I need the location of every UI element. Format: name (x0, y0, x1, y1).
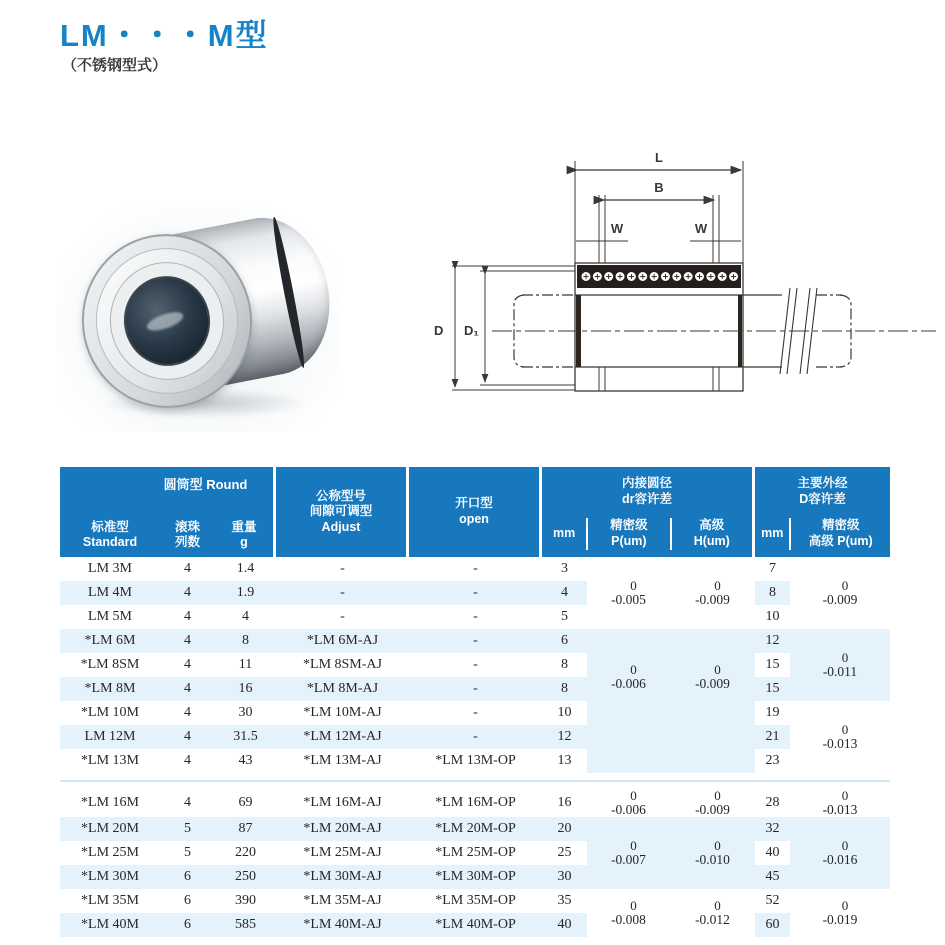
cell-open: - (409, 677, 542, 701)
cell-dr-mm: 30 (542, 865, 587, 889)
page-title: LM・・・M型 (60, 18, 269, 53)
tolerance-cell: 0 -0.016 (790, 817, 890, 889)
cell-dr-mm: 20 (542, 817, 587, 841)
cell-model: *LM 8SM (80, 657, 140, 672)
table-row (60, 653, 890, 677)
cell-open: - (473, 705, 478, 720)
header-adjust: 公称型号 间隙可调型 Adjust (276, 467, 406, 557)
tolerance-cell: 0 -0.013 (790, 789, 890, 817)
cell-open: *LM 25M-OP (435, 844, 516, 860)
cell-weight: 220 (235, 844, 256, 860)
tolerance-cell: 0 -0.009 (670, 789, 755, 817)
tolerance-cell: 0 -0.009 (790, 557, 890, 629)
header-d-precision: 精密级 高级 P(um) (789, 518, 890, 549)
tolerance-cell: 0 -0.009 (670, 629, 755, 725)
header-standard: 标准型 Standard (82, 519, 138, 550)
cell-dr-mm: 40 (542, 913, 587, 937)
tolerance-cell: 0 -0.009 (670, 557, 755, 629)
cell-model: *LM 10M (81, 705, 139, 720)
cell-weight: 43 (238, 753, 253, 768)
retaining-ring (270, 216, 308, 369)
cell-dr-mm: 6 (542, 629, 587, 653)
dim-label-D1: D₁ (464, 323, 479, 338)
cell-adjust: *LM 13M-AJ (303, 753, 382, 768)
cell-open: *LM 13M-OP (435, 753, 516, 768)
dim-label-W-right: W (694, 221, 708, 236)
tolerance-cell (670, 725, 755, 773)
cell-adjust: *LM 16M-AJ (303, 794, 382, 810)
cell-open: - (409, 725, 542, 749)
cell-dr-mm: 8 (542, 677, 587, 701)
cell-model: *LM 6M (60, 629, 160, 653)
table-row (60, 841, 890, 865)
cell-d-mm: 15 (755, 677, 790, 701)
cell-weight: 250 (215, 865, 276, 889)
tolerance-cell: 0 -0.011 (790, 629, 890, 701)
header-weight: 重量 g (231, 519, 257, 550)
cell-ball-rows: 4 (184, 609, 191, 624)
header-block-dr (542, 467, 752, 557)
tolerance-cell: 0 -0.005 (587, 557, 670, 629)
cell-weight: 1.9 (215, 581, 276, 605)
header-block-round (60, 467, 273, 557)
cell-model: *LM 20M (60, 817, 160, 841)
cell-adjust: *LM 40M-AJ (276, 913, 409, 937)
cell-dr-mm: 5 (561, 609, 568, 624)
cell-weight: 31.5 (215, 725, 276, 749)
header-d-mm: mm (761, 526, 784, 541)
cell-ball-rows: 4 (160, 581, 215, 605)
cell-weight: 69 (238, 794, 253, 810)
tolerance-cell: 0 -0.019 (790, 889, 890, 937)
cell-ball-rows: 4 (160, 629, 215, 653)
table-row (60, 865, 890, 889)
cell-d-mm: 23 (765, 753, 780, 768)
cell-ball-rows: 5 (160, 817, 215, 841)
cell-d-mm: 52 (765, 892, 780, 908)
cell-weight: 8 (215, 629, 276, 653)
cell-model: *LM 8M (60, 677, 160, 701)
cell-open: - (473, 561, 478, 576)
table-row (60, 749, 890, 773)
dim-label-B: B (654, 180, 664, 195)
cell-adjust: *LM 8M-AJ (276, 677, 409, 701)
cell-model: *LM 16M (81, 794, 139, 810)
cell-open: - (409, 581, 542, 605)
header-round-group: 圆筒型 Round (163, 477, 248, 492)
cell-ball-rows: 6 (160, 913, 215, 937)
cell-model: *LM 25M (81, 844, 139, 860)
cell-dr-mm: 35 (557, 892, 572, 908)
tolerance-cell: 0 -0.006 (587, 789, 670, 817)
cell-adjust: *LM 30M-AJ (276, 865, 409, 889)
spec-table (60, 467, 890, 937)
cell-d-mm: 12 (755, 629, 790, 653)
cell-open: *LM 16M-OP (435, 794, 516, 810)
cell-adjust: - (340, 609, 345, 624)
cell-open: *LM 40M-OP (409, 913, 542, 937)
cell-weight: 87 (215, 817, 276, 841)
table-body (60, 557, 890, 937)
cell-ball-rows: 4 (184, 705, 191, 720)
table-row (60, 725, 890, 749)
header-ball-rows: 滚珠 列数 (174, 519, 200, 550)
header-dr-precision: 精密级 P(um) (586, 518, 669, 549)
cell-dr-mm: 12 (542, 725, 587, 749)
cell-dr-mm: 13 (557, 753, 572, 768)
table-row (60, 605, 890, 629)
cell-open: *LM 30M-OP (409, 865, 542, 889)
header-d-group: 主要外经 D容许差 (797, 476, 848, 506)
cell-dr-mm: 4 (542, 581, 587, 605)
cell-model: LM 4M (60, 581, 160, 605)
header-block-d (755, 467, 890, 557)
table-row (60, 701, 890, 725)
cell-d-mm: 21 (755, 725, 790, 749)
cell-adjust: *LM 6M-AJ (276, 629, 409, 653)
cell-d-mm: 60 (755, 913, 790, 937)
table-row (60, 581, 890, 605)
header-dr-mm: mm (552, 526, 576, 541)
cell-d-mm: 8 (755, 581, 790, 605)
cell-ball-rows: 4 (184, 753, 191, 768)
cell-open: *LM 35M-OP (435, 892, 516, 908)
cell-dr-mm: 25 (557, 844, 572, 860)
tolerance-cell: 0 -0.012 (670, 889, 755, 937)
table-row (60, 557, 890, 581)
cell-model: *LM 35M (81, 892, 139, 908)
cell-adjust: *LM 20M-AJ (276, 817, 409, 841)
cell-ball-rows: 4 (184, 794, 191, 810)
cell-ball-rows: 4 (160, 677, 215, 701)
tolerance-cell: 0 -0.006 (587, 629, 670, 725)
cell-weight: 4 (242, 609, 249, 624)
table-row (60, 629, 890, 653)
cell-dr-mm: 10 (557, 705, 572, 720)
cell-model: LM 12M (60, 725, 160, 749)
header-dr-group: 内接圆径 dr容许差 (621, 476, 672, 506)
table-row (60, 677, 890, 701)
cell-model: LM 3M (88, 561, 132, 576)
cell-d-mm: 15 (765, 657, 780, 672)
cell-weight: 11 (238, 657, 253, 672)
technical-drawing (428, 145, 945, 435)
cell-open: - (409, 629, 542, 653)
table-row (60, 817, 890, 841)
cell-weight: 30 (238, 705, 253, 720)
cell-adjust: *LM 8SM-AJ (303, 657, 382, 672)
tolerance-cell: 0 -0.007 (587, 817, 670, 889)
table-row (60, 889, 890, 913)
table-header (60, 467, 890, 557)
cell-adjust: - (276, 581, 409, 605)
tolerance-cell (587, 725, 670, 773)
cell-model: *LM 40M (60, 913, 160, 937)
cell-open: - (473, 657, 478, 672)
cell-ball-rows: 6 (184, 892, 191, 908)
cell-ball-rows: 4 (184, 561, 191, 576)
cell-d-mm: 40 (765, 844, 780, 860)
dim-label-D: D (434, 323, 444, 338)
cell-weight: 585 (215, 913, 276, 937)
header-dr-high: 高级 H(um) (670, 518, 752, 549)
dim-label-W-left: W (610, 221, 624, 236)
cell-adjust: - (340, 561, 345, 576)
section-gap (60, 773, 890, 789)
cell-ball-rows: 6 (160, 865, 215, 889)
cell-model: *LM 13M (81, 753, 139, 768)
cell-adjust: *LM 25M-AJ (303, 844, 382, 860)
tolerance-cell: 0 -0.008 (587, 889, 670, 937)
cell-weight: 390 (235, 892, 256, 908)
cell-ball-rows: 4 (184, 657, 191, 672)
cell-ball-rows: 4 (160, 725, 215, 749)
cell-d-mm: 28 (765, 794, 780, 810)
table-row (60, 789, 890, 817)
cell-weight: 1.4 (236, 561, 255, 576)
product-photo (56, 206, 342, 432)
cell-d-mm: 10 (765, 609, 780, 624)
page-subtitle: （不锈钢型式） (62, 57, 168, 74)
cell-d-mm: 19 (765, 705, 780, 720)
cell-adjust: *LM 12M-AJ (276, 725, 409, 749)
cell-d-mm: 32 (755, 817, 790, 841)
spec-table-section (60, 789, 890, 937)
tolerance-cell: 0 -0.013 (790, 701, 890, 773)
cell-d-mm: 7 (769, 561, 776, 576)
spec-table-section (60, 557, 890, 773)
cell-weight: 16 (215, 677, 276, 701)
cell-adjust: *LM 35M-AJ (303, 892, 382, 908)
cell-dr-mm: 8 (561, 657, 568, 672)
tolerance-cell: 0 -0.010 (670, 817, 755, 889)
dim-label-L: L (655, 150, 663, 165)
bearing-glint (145, 309, 185, 334)
cell-ball-rows: 5 (184, 844, 191, 860)
cell-dr-mm: 3 (561, 561, 568, 576)
table-row (60, 913, 890, 937)
cell-model: *LM 30M (60, 865, 160, 889)
header-open: 开口型 open (409, 467, 539, 557)
cell-d-mm: 45 (755, 865, 790, 889)
cell-dr-mm: 16 (557, 794, 572, 810)
cell-adjust: *LM 10M-AJ (303, 705, 382, 720)
cell-open: *LM 20M-OP (409, 817, 542, 841)
cell-open: - (473, 609, 478, 624)
cell-model: LM 5M (88, 609, 132, 624)
